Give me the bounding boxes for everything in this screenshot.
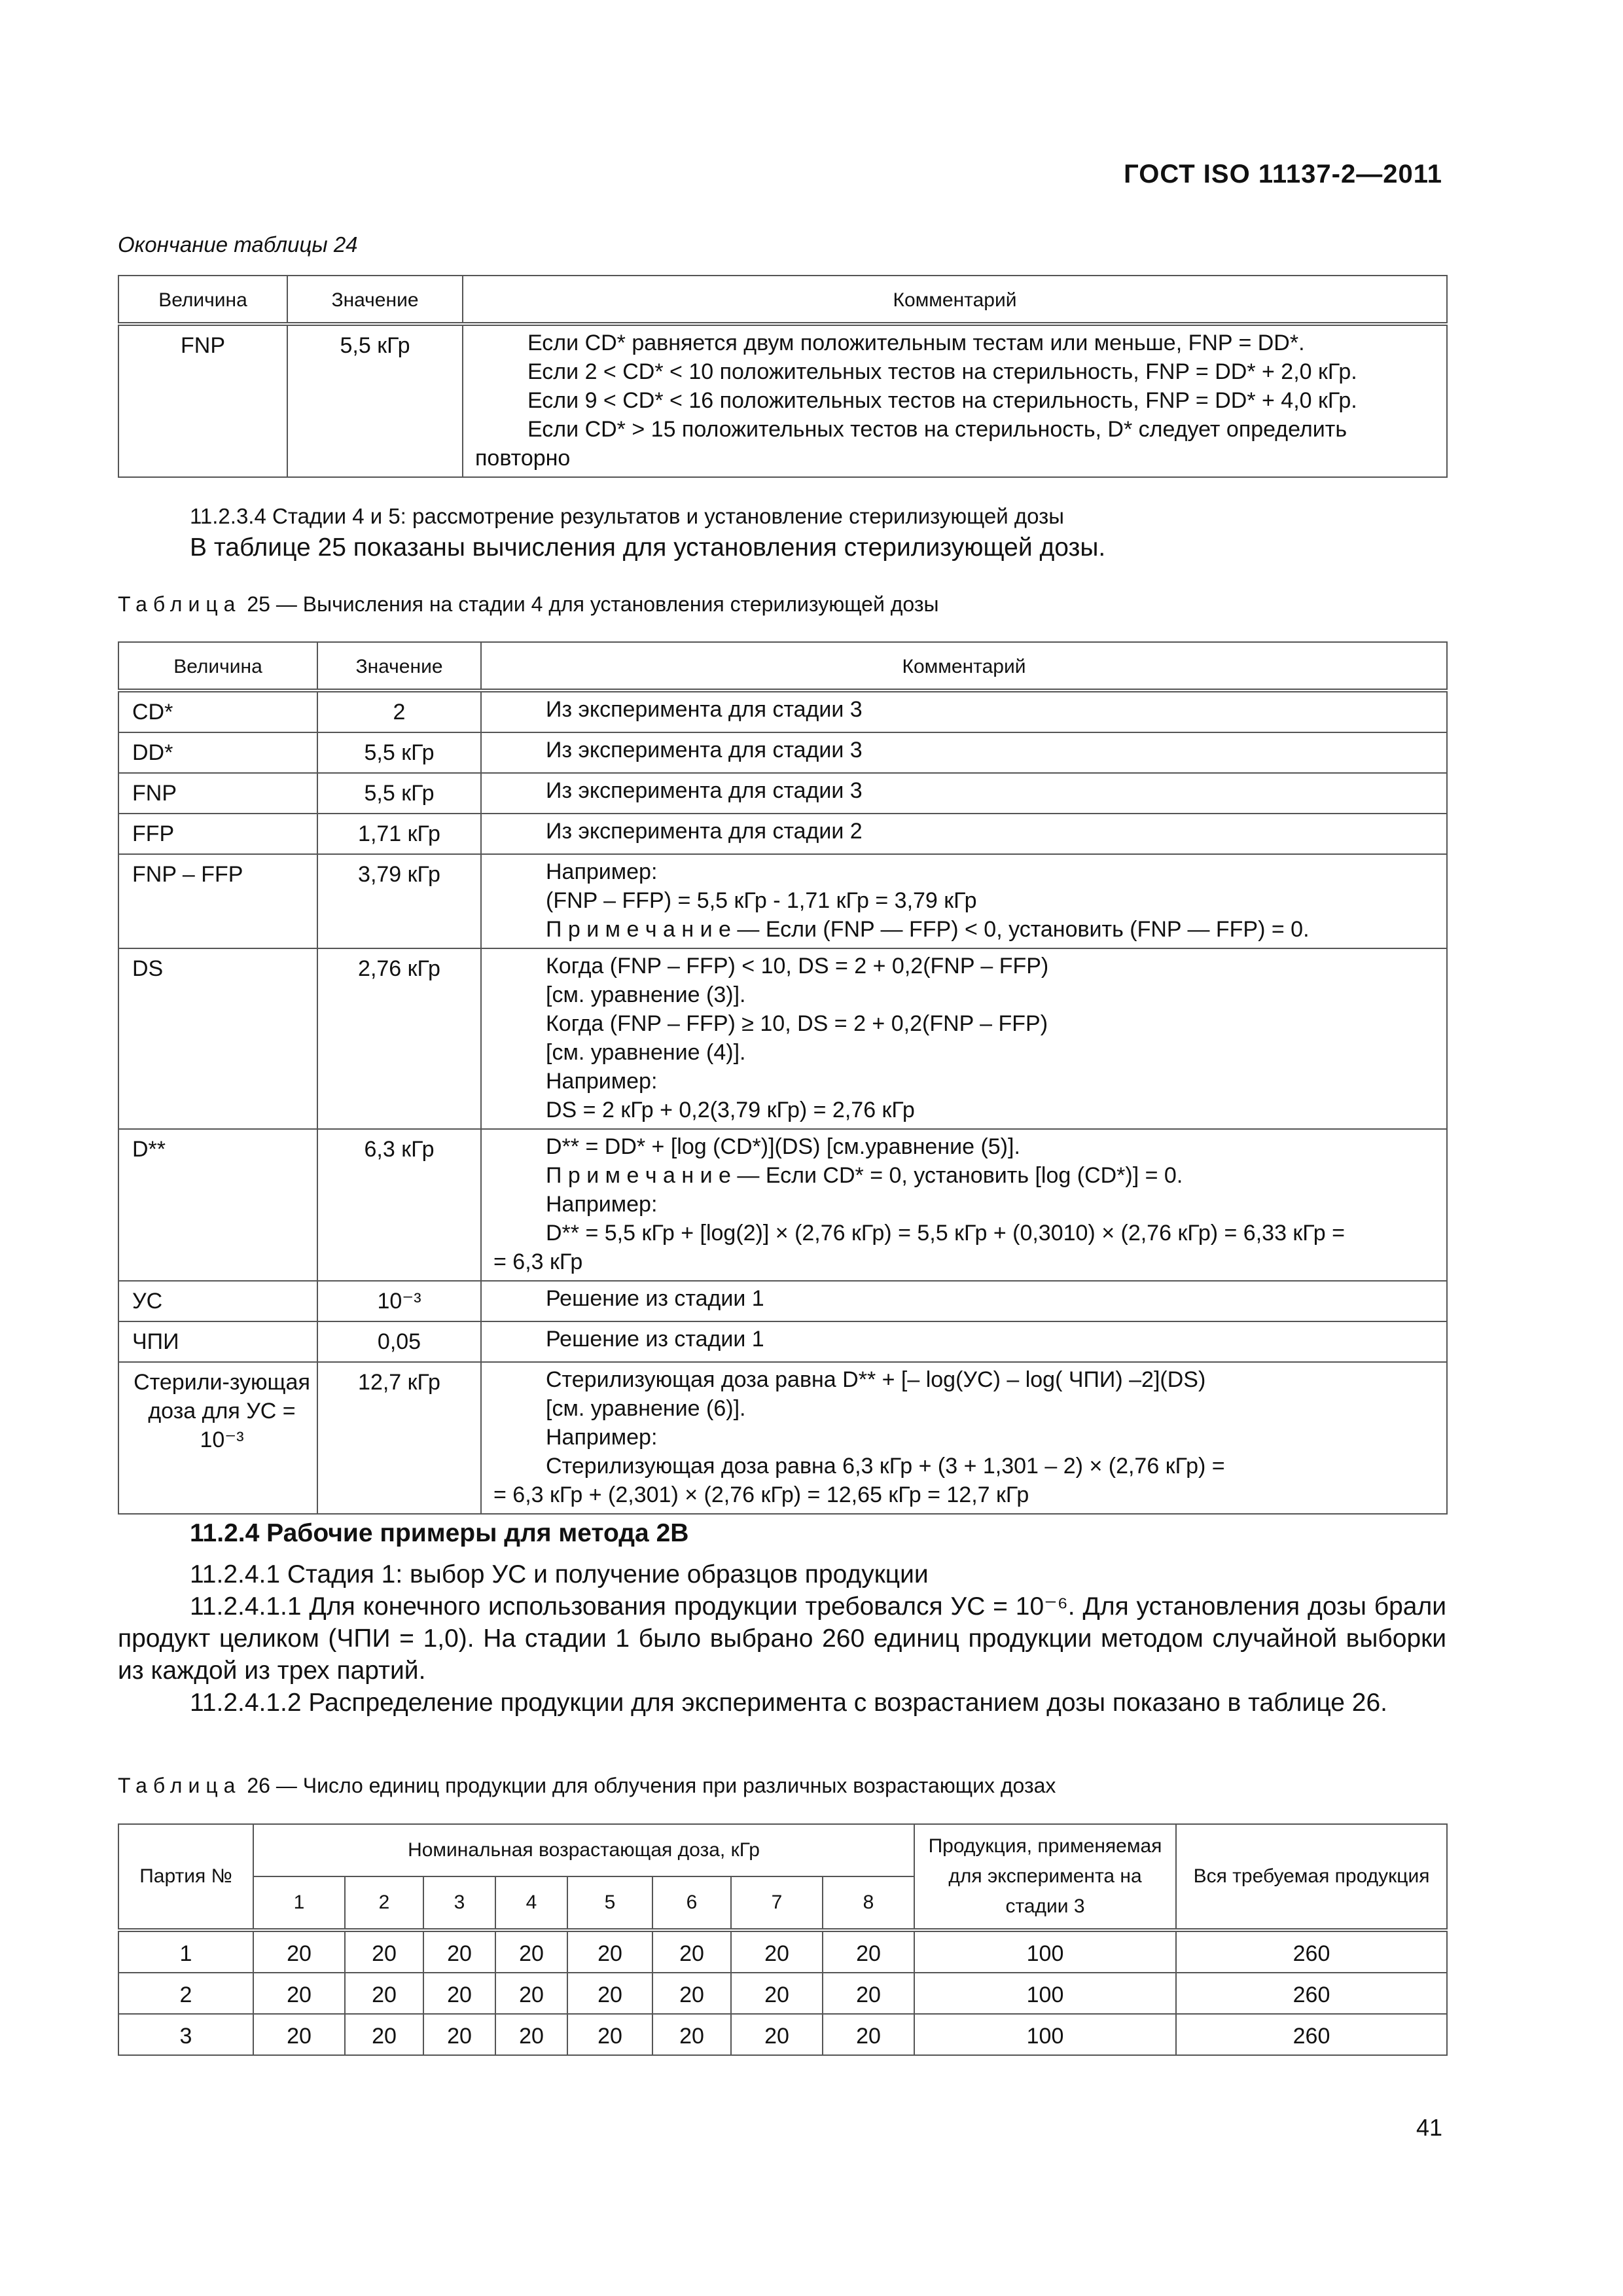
column-header: Значение (287, 276, 463, 324)
table-header-row (118, 276, 1447, 324)
batch-cell: 1 (118, 1930, 253, 1973)
comment-line: Если 2 < CD* < 10 положительных тестов на стерильность, FNP = DD* + 2,0 кГр. (527, 359, 1357, 384)
table26-caption-title: 26 — Число единиц продукции для облучения при различных возрастающих дозах (247, 1774, 1056, 1797)
dose-cell: 20 (345, 2014, 423, 2055)
column-header: Значение (317, 642, 481, 691)
dose-cell: 20 (423, 1973, 495, 2014)
table-row (118, 1281, 1447, 1321)
comment-line: Решение из стадии 1 (546, 1286, 764, 1311)
table-24 (118, 275, 1448, 478)
dose-cell: 20 (423, 1930, 495, 1973)
table-row (118, 324, 1447, 477)
table-header-row (118, 642, 1447, 691)
dose-cell: 20 (823, 2014, 914, 2055)
dose-cell: 20 (495, 2014, 567, 2055)
dose-cell: 20 (253, 1930, 345, 1973)
comment-line: [см. уравнение (6)]. (546, 1396, 746, 1421)
quantity-cell: Стерили-зующая доза для УС = 10⁻³ (118, 1362, 317, 1514)
comment-line: = 6,3 кГр + (2,301) × (2,76 кГр) = 12,65 кГр = 12,7 кГр (493, 1482, 1029, 1507)
dose-column-header: 4 (495, 1876, 567, 1930)
section-11234-text: В таблице 25 показаны вычисления для установления стерилизующей дозы. (190, 533, 1106, 562)
total-cell: 260 (1176, 2014, 1447, 2055)
column-header: Величина (118, 276, 287, 324)
comment-line: [см. уравнение (3)]. (546, 982, 746, 1007)
value-cell: 10⁻³ (317, 1281, 481, 1321)
dose-cell: 20 (652, 1973, 731, 2014)
table-row (118, 1973, 1447, 2014)
table25-caption (118, 592, 939, 617)
batch-cell: 2 (118, 1973, 253, 2014)
total-cell: 260 (1176, 1930, 1447, 1973)
comment-line: Когда (FNP – FFP) < 10, DS = 2 + 0,2(FNP – FFP) (546, 954, 1049, 978)
dose-cell: 20 (495, 1973, 567, 2014)
table-row (118, 854, 1447, 948)
table-row (118, 773, 1447, 814)
comment-line: Например: (546, 859, 658, 884)
dose-column-header: 2 (345, 1876, 423, 1930)
comment-cell (481, 732, 1447, 773)
value-cell: 6,3 кГр (317, 1129, 481, 1281)
column-header: Комментарий (463, 276, 1447, 324)
comment-line: D** = 5,5 кГр + [log(2)] × (2,76 кГр) = 5,5 кГр + (0,3010) × (2,76 кГр) = 6,33 кГр = (546, 1221, 1346, 1246)
section-11241-text: 11.2.4.1 Стадия 1: выбор УС и получение образцов продукции (190, 1560, 929, 1588)
dose-cell: 20 (731, 2014, 823, 2055)
comment-cell (481, 773, 1447, 814)
comment-cell (481, 1129, 1447, 1281)
comment-line: Например: (546, 1425, 658, 1450)
comment-line: = 6,3 кГр (493, 1249, 583, 1274)
page-number: 41 (1416, 2114, 1442, 2141)
dose-cell: 20 (823, 1930, 914, 1973)
dose-cell: 20 (731, 1973, 823, 2014)
value-cell: 5,5 кГр (287, 324, 463, 477)
table-row (118, 948, 1447, 1129)
table26-caption (118, 1774, 1056, 1798)
comment-line: Если CD* > 15 положительных тестов на стерильность, D* следует определить (527, 417, 1347, 442)
column-header: Номинальная возрастающая доза, кГр (253, 1824, 914, 1876)
dose-column-header: 6 (652, 1876, 731, 1930)
value-cell: 0,05 (317, 1321, 481, 1362)
value-cell: 1,71 кГр (317, 814, 481, 854)
comment-line: Стерилизующая доза равна D** + [– log(УС) – log( ЧПИ) –2](DS) (546, 1367, 1206, 1392)
comment-cell (481, 1362, 1447, 1514)
quantity-cell: FNP (118, 773, 317, 814)
quantity-cell: FNP – FFP (118, 854, 317, 948)
dose-column-header: 8 (823, 1876, 914, 1930)
paragraph-text: 11.2.4.1.1 Для конечного использования продукции требовался УС = 10⁻⁶. Для установления дозы брали продукт целиком (ЧПИ = 1,0). На стадии 1 было выбрано 260 единиц продукции методом случайной выборки из каждой из трех партий. (118, 1592, 1446, 1685)
section-112412-text: 11.2.4.1.2 Распределение продукции для эксперимента с возрастанием дозы показано в таблице 26. (190, 1689, 1387, 1717)
comment-line: Например: (546, 1192, 658, 1217)
quantity-cell: FFP (118, 814, 317, 854)
value-cell: 2,76 кГр (317, 948, 481, 1129)
section-112411-text (118, 1590, 1446, 1687)
total-cell: 260 (1176, 1973, 1447, 2014)
table-row (118, 2014, 1447, 2055)
comment-cell (481, 1281, 1447, 1321)
comment-cell (481, 948, 1447, 1129)
quantity-cell: ЧПИ (118, 1321, 317, 1362)
comment-line: П р и м е ч а н и е — Если CD* = 0, установить [log (CD*)] = 0. (546, 1163, 1183, 1188)
table-26 (118, 1823, 1448, 2056)
comment-cell (463, 324, 1447, 477)
comment-line: Стерилизующая доза равна 6,3 кГр + (3 + 1,301 – 2) × (2,76 кГр) = (546, 1454, 1225, 1479)
document-header: ГОСТ ISO 11137-2—2011 (1124, 160, 1442, 188)
dose-column-header: 1 (253, 1876, 345, 1930)
dose-column-header: 7 (731, 1876, 823, 1930)
comment-line: Из эксперимента для стадии 3 (546, 738, 863, 762)
dose-cell: 20 (253, 2014, 345, 2055)
comment-line: Из эксперимента для стадии 3 (546, 697, 863, 722)
quantity-cell: УС (118, 1281, 317, 1321)
comment-line: (FNP – FFP) = 5,5 кГр - 1,71 кГр = 3,79 кГр (546, 888, 977, 913)
table-row (118, 1129, 1447, 1281)
table-row (118, 732, 1447, 773)
comment-cell (481, 854, 1447, 948)
comment-line: D** = DD* + [log (CD*)](DS) [см.уравнение (5)]. (546, 1134, 1020, 1159)
section-11234-heading: 11.2.3.4 Стадии 4 и 5: рассмотрение результатов и установление стерилизующей дозы (190, 504, 1064, 528)
comment-line: Например: (546, 1069, 658, 1094)
comment-line: Решение из стадии 1 (546, 1327, 764, 1352)
column-header: Величина (118, 642, 317, 691)
column-header: Продукция, применяемая для эксперимента на стадии 3 (914, 1824, 1176, 1930)
dose-column-header: 3 (423, 1876, 495, 1930)
value-cell: 2 (317, 691, 481, 732)
quantity-cell: CD* (118, 691, 317, 732)
dose-cell: 20 (253, 1973, 345, 2014)
comment-line: Из эксперимента для стадии 2 (546, 819, 863, 844)
stage3-cell: 100 (914, 1973, 1176, 2014)
comment-line: Если 9 < CD* < 16 положительных тестов на стерильность, FNP = DD* + 4,0 кГр. (527, 388, 1357, 413)
column-header: Партия № (118, 1824, 253, 1930)
dose-cell: 20 (823, 1973, 914, 2014)
table-row (118, 1362, 1447, 1514)
dose-cell: 20 (652, 2014, 731, 2055)
table-row (118, 1930, 1447, 1973)
comment-cell (481, 814, 1447, 854)
column-header: Вся требуемая продукция (1176, 1824, 1447, 1930)
dose-cell: 20 (567, 2014, 652, 2055)
value-cell: 12,7 кГр (317, 1362, 481, 1514)
comment-line: DS = 2 кГр + 0,2(3,79 кГр) = 2,76 кГр (546, 1098, 915, 1122)
comment-cell (481, 691, 1447, 732)
table25-caption-title: 25 — Вычисления на стадии 4 для установления стерилизующей дозы (247, 592, 939, 616)
value-cell: 3,79 кГр (317, 854, 481, 948)
dose-cell: 20 (652, 1930, 731, 1973)
stage3-cell: 100 (914, 2014, 1176, 2055)
table26-caption-label: Таблица (118, 1774, 241, 1797)
dose-cell: 20 (731, 1930, 823, 1973)
table-row (118, 1321, 1447, 1362)
dose-cell: 20 (345, 1973, 423, 2014)
comment-line: повторно (475, 446, 571, 471)
dose-cell: 20 (495, 1930, 567, 1973)
comment-line: Из эксперимента для стадии 3 (546, 778, 863, 803)
stage3-cell: 100 (914, 1930, 1176, 1973)
table25-caption-label: Таблица (118, 592, 241, 616)
value-cell: 5,5 кГр (317, 773, 481, 814)
dose-cell: 20 (345, 1930, 423, 1973)
comment-line: Если CD* равняется двум положительным тестам или меньше, FNP = DD*. (527, 331, 1305, 355)
comment-cell (481, 1321, 1447, 1362)
table-row (118, 691, 1447, 732)
value-cell: 5,5 кГр (317, 732, 481, 773)
comment-line: [см. уравнение (4)]. (546, 1040, 746, 1065)
column-header: Комментарий (481, 642, 1447, 691)
batch-cell: 3 (118, 2014, 253, 2055)
quantity-cell: DD* (118, 732, 317, 773)
dose-cell: 20 (423, 2014, 495, 2055)
table-header-row (118, 1824, 1447, 1876)
dose-cell: 20 (567, 1973, 652, 2014)
table24-caption: Окончание таблицы 24 (118, 232, 358, 257)
section-1124-heading: 11.2.4 Рабочие примеры для метода 2В (190, 1519, 689, 1547)
table-row (118, 814, 1447, 854)
table-25 (118, 641, 1448, 1515)
dose-cell: 20 (567, 1930, 652, 1973)
quantity-cell: FNP (118, 324, 287, 477)
comment-line: Когда (FNP – FFP) ≥ 10, DS = 2 + 0,2(FNP – FFP) (546, 1011, 1048, 1036)
dose-column-header: 5 (567, 1876, 652, 1930)
quantity-cell: D** (118, 1129, 317, 1281)
quantity-cell: DS (118, 948, 317, 1129)
comment-line: П р и м е ч а н и е — Если (FNP — FFP) < 0, установить (FNP — FFP) = 0. (546, 917, 1310, 942)
